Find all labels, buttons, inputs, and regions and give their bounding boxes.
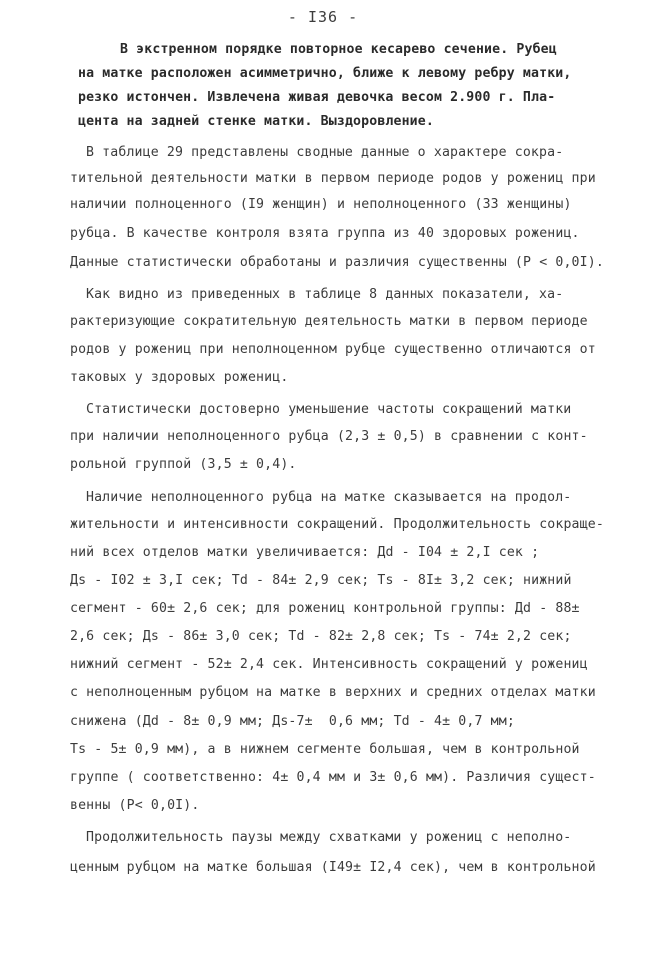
- text-line: Статистически достоверно уменьшение частоты сокращений матки: [86, 402, 572, 417]
- text-line: ний всех отделов матки увеличивается: Дd - I04 ± 2,I сек ;: [70, 545, 540, 560]
- text-line: жительности и интенсивности сокращений. Продолжительность сокраще-: [70, 517, 604, 532]
- page-number: - I36 -: [287, 8, 359, 26]
- text-line: сегмент - 60± 2,6 сек; для рожениц контрольной группы: Дd - 88±: [70, 601, 580, 616]
- text-line: снижена (Дd - 8± 0,9 мм; Дs-7± 0,6 мм; Тd - 4± 0,7 мм;: [70, 714, 515, 729]
- text-line: Дs - I02 ± 3,I сек; Тd - 84± 2,9 сек; Тs - 8I± 3,2 сек; нижний: [70, 573, 572, 588]
- text-line: тительной деятельности матки в первом периоде родов у рожениц при: [70, 171, 596, 186]
- text-line: В экстренном порядке повторное кесарево сечение. Рубец: [120, 42, 557, 57]
- text-line: на матке расположен асимметрично, ближе к левому ребру матки,: [78, 66, 572, 81]
- text-line: рольной группой (3,5 ± 0,4).: [70, 457, 297, 472]
- text-line: Как видно из приведенных в таблице 8 данных показатели, ха-: [86, 287, 564, 302]
- text-line: Продолжительность паузы между схватками у рожениц с неполно-: [86, 830, 572, 845]
- text-line: таковых у здоровых рожениц.: [70, 370, 289, 385]
- text-line: венны (Р< 0,0I).: [70, 798, 200, 813]
- text-line: цента на задней стенке матки. Выздоровление.: [78, 114, 434, 129]
- text-line: группе ( соответственно: 4± 0,4 мм и 3± 0,6 мм). Различия сущест-: [70, 770, 596, 785]
- text-line: 2,6 сек; Дs - 86± 3,0 сек; Тd - 82± 2,8 сек; Тs - 74± 2,2 сек;: [70, 629, 572, 644]
- text-line: при наличии неполноценного рубца (2,3 ± 0,5) в сравнении с конт-: [70, 429, 588, 444]
- text-line: рактеризующие сократительную деятельность матки в первом периоде: [70, 314, 588, 329]
- text-line: родов у рожениц при неполноценном рубце существенно отличаются от: [70, 342, 596, 357]
- text-line: Данные статистически обработаны и различия существенны (Р < 0,0I).: [70, 255, 604, 270]
- text-line: резко истончен. Извлечена живая девочка весом 2.900 г. Пла-: [78, 90, 556, 105]
- text-line: рубца. В качестве контроля взята группа из 40 здоровых рожениц.: [70, 226, 580, 241]
- text-line: ценным рубцом на матке большая (I49± I2,4 сек), чем в контрольной: [70, 860, 596, 875]
- text-line: нижний сегмент - 52± 2,4 сек. Интенсивность сокращений у рожениц: [70, 657, 588, 672]
- text-line: с неполноценным рубцом на матке в верхних и средних отделах матки: [70, 685, 596, 700]
- text-line: В таблице 29 представлены сводные данные о характере сокра-: [86, 145, 564, 160]
- text-line: наличии полноценного (I9 женщин) и неполноценного (33 женщины): [70, 197, 572, 212]
- text-line: Наличие неполноценного рубца на матке сказывается на продол-: [86, 490, 572, 505]
- text-line: Тs - 5± 0,9 мм), а в нижнем сегменте большая, чем в контрольной: [70, 742, 580, 757]
